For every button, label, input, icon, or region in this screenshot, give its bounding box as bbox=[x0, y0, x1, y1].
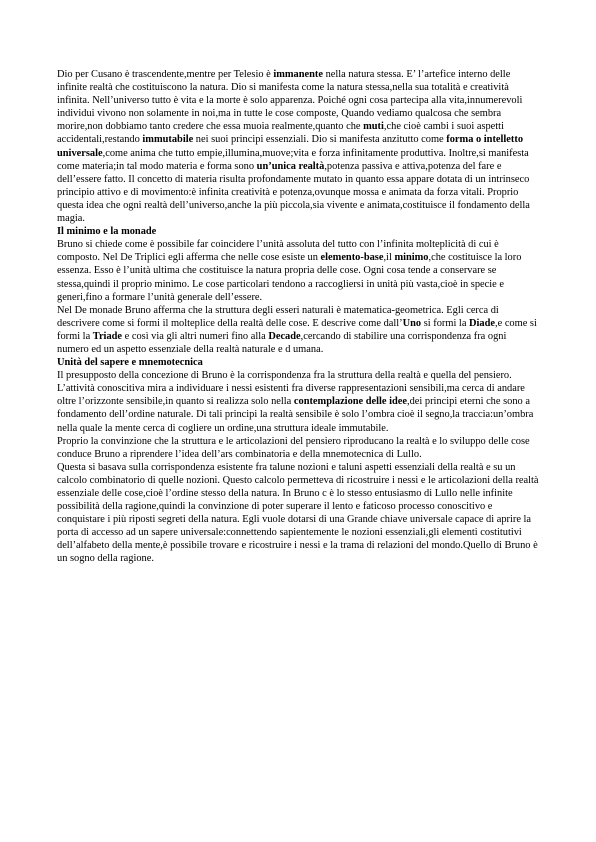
text-run: Questa si basava sulla corrispondenza esistente fra talune nozioni e taluni aspetti essenziali della realtà e su un calcolo combinatorio di quelle nozioni. Questo calcolo permetteva di ricostruire i nessi e le articolazioni della realtà essenziale delle cose,cioè l’ordine stesso della natura. In Bruno c è lo stesso entusiasmo di Lullo nelle infinite possibilità della ragione,quindi la convinzione di poter superare il lento e faticoso processo conoscitivo e conquistare i più riposti segreti della natura. Egli vuole dotarsi di una Grande chiave universale capace di aprire la porta di accesso ad un sapere universale:connettendo sapientemente le nozioni essenziali,gli elementi costitutivi dell’alfabeto della mente,è possibile trovare e ricostruire i nessi e la trama di relazioni del mondo.Quello di Bruno è un sogno della ragione. bbox=[57, 461, 539, 565]
bold-term: Decade bbox=[268, 330, 301, 342]
paragraph-monade bbox=[57, 304, 539, 356]
paragraph-minimo bbox=[57, 238, 539, 303]
text-run: e così via gli altri numeri fino alla bbox=[122, 330, 269, 342]
document-page bbox=[57, 68, 539, 566]
text-run: ,che costituisce la loro essenza. Esso è l’unità ultima che costituisce la natura propria delle cose. Ogni cosa tende a conservare se stessa,quindi il proprio minimo. Le cose particolari tendono a raccogliersi in unità più vasta,cioè in specie e generi,fino a formare l’unità generale dell’essere. bbox=[57, 252, 522, 303]
bold-term: elemento-base bbox=[320, 252, 384, 264]
bold-term: minimo bbox=[394, 252, 429, 264]
text-run: ,come anima che tutto empie,illumina,muove;vita e forza infinitamente produttiva. Inoltre,si manifesta come materia;in tal modo materia e forma sono bbox=[57, 147, 529, 172]
text-run: ,dei principi eterni che sono a fondamento dell’ordine naturale. Di tali principi la realtà sensibile è solo l’ombra cioè il segno,la traccia:un’ombra nella quale la mente cerca di cogliere un ordine,una struttura ideale immutabile. bbox=[57, 396, 534, 434]
text-run: si formi la bbox=[421, 317, 470, 329]
text-run: Bruno si chiede come è possibile far coincidere l’unità assoluta del tutto con l’infinita molteplicità di cui è composto. Nel De Triplici egli afferma che nelle cose esiste un bbox=[57, 239, 499, 264]
heading-unita-sapere: Unità del sapere e mnemotecnica bbox=[57, 357, 203, 369]
text-run: nei suoi principi essenziali. Dio si manifesta anzitutto come bbox=[193, 134, 447, 146]
bold-term: Triade bbox=[92, 330, 123, 342]
text-run: ,e come si formi la bbox=[57, 317, 537, 342]
bold-term: Diade bbox=[469, 317, 496, 329]
text-run: ,cercando di stabilire una corrispondenza fra ogni numero ed un aspetto essenziale della realtà naturale e d umana. bbox=[57, 330, 507, 355]
bold-term: un’unica realtà bbox=[256, 160, 325, 172]
bold-term: Uno bbox=[402, 317, 422, 329]
text-run: ,che cioè cambi i suoi aspetti accidentali,restando bbox=[57, 121, 504, 146]
paragraph-lullo bbox=[57, 435, 539, 461]
bold-term: muti bbox=[363, 121, 384, 133]
bold-term: forma o intelletto universale bbox=[57, 134, 524, 159]
text-run: nella natura stessa. E’ l’artefice interno delle infinite realtà che costituiscono la natura. Dio si manifesta come la natura stessa,nella sua totalità e creatività infinita. Nell’universo tutto è vita e la morte è solo apparenza. Poiché ogni cosa partecipa alla vita,innumerevoli individui vivono non solamente in noi,ma in tutte le cose composte, Quando vediamo qualcosa che sembra morire,non dobbiamo tanto credere che essa muoia realmente,quanto che bbox=[57, 69, 523, 133]
text-run: ,potenza passiva e attiva,potenza del fare e dell’essere fatto. Il concetto di materia risulta profondamente mutato in quanto essa appare dotata di un intrinseco principio attivo e di movimento:è infinita creatività e potenza,ovunque mossa e animata da forza vitali. Proprio questa idea che ogni realtà dell’universo,anche la più piccola,sia vivente e animata,costituisce il fondamento della magia. bbox=[57, 160, 530, 225]
bold-term: immutabile bbox=[142, 134, 194, 146]
paragraph-chiave-universale bbox=[57, 461, 539, 566]
text-run: Nel De monade Bruno afferma che la struttura degli esseri naturali è matematica-geometrica. Egli cerca di descrivere come si formi il molteplice della realtà delle cose. E descrive come dall’ bbox=[57, 304, 499, 329]
text-run: ,il bbox=[383, 252, 395, 264]
paragraph-presupposto bbox=[57, 369, 539, 434]
text-run: Dio per Cusano è trascendente,mentre per Telesio è bbox=[57, 69, 274, 80]
paragraph-cusano-telesio bbox=[57, 68, 539, 225]
bold-term: contemplazione delle idee bbox=[293, 396, 408, 408]
text-run: Proprio la convinzione che la struttura e le articolazioni del pensiero riproducano la realtà e lo sviluppo delle cose conduce Bruno a riprendere l’idea dell’ars combinatoria e della mnemotecnica di Lullo. bbox=[57, 435, 530, 460]
bold-term: immanente bbox=[273, 69, 323, 80]
text-run: Il presupposto della concezione di Bruno è la corrispondenza fra la struttura della realtà e quella del pensiero. L’attività conoscitiva mira a individuare i nessi esistenti fra diverse rappresentazioni sensibili,ma cerca di andare oltre l’orizzonte sensibile,in quanto si realizza solo nella bbox=[57, 370, 525, 408]
heading-minimo-monade: Il minimo e la monade bbox=[57, 226, 157, 238]
